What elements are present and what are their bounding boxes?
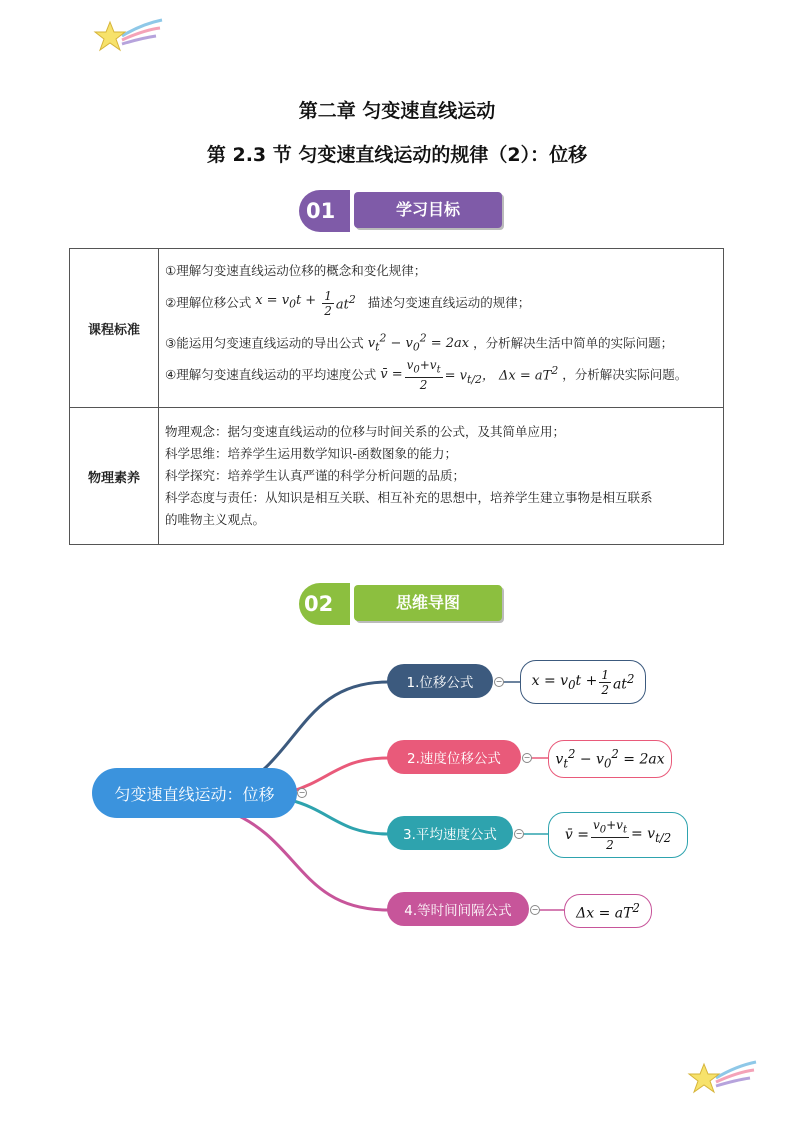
formula-displacement: $x = v_0t$ + $\frac{1}{2}$ $at^2$ (520, 660, 646, 704)
formula-equal-interval: $\Delta x = aT^2$ (564, 894, 652, 928)
section-badge-02 (290, 583, 506, 625)
literacy-line-3: 科学探究：培养学生认真严谨的科学分析问题的品质； (165, 468, 466, 483)
formula-average-velocity: v̄ = $\frac{v_0+v_t}{2}$ = $v_{t/2}$ (548, 812, 688, 858)
section-label: 学习目标 (354, 192, 502, 228)
collapse-icon[interactable]: − (523, 753, 531, 762)
section-number: 02 (304, 592, 334, 616)
section-title: 第 2.3 节 匀变速直线运动的规律（2）：位移 (206, 144, 588, 166)
collapse-icon[interactable]: − (495, 677, 503, 686)
mindmap-branch-3: 3.平均速度公式 (387, 816, 513, 850)
row-content (159, 408, 724, 545)
star-decoration-bottom (686, 1058, 758, 1098)
collapse-icon[interactable]: − (298, 788, 306, 797)
displacement-formula: $x = v_0t$ + (255, 293, 317, 311)
row-header: 课程标准 (70, 249, 159, 408)
standards-table (69, 248, 724, 545)
mindmap-center-node: 匀变速直线运动：位移 (92, 768, 297, 818)
mindmap-branch-2: 2.速度位移公式 (387, 740, 521, 774)
mindmap-branch-4: 4.等时间间隔公式 (387, 892, 529, 926)
literacy-line-1: 物理观念：据匀变速直线运动的位移与时间关系的公式，及其简单应用； (165, 424, 566, 439)
section-badge-01 (290, 190, 506, 232)
section-number: 01 (306, 199, 336, 223)
formula-velocity-displacement: $v_t^2 - v_0^2 = 2ax$ (548, 740, 672, 778)
literacy-line-2: 科学思维：培养学生运用数学知识-函数图象的能力； (165, 446, 458, 461)
standard-line-2: ②理解位移公式 $x = v_0t$ + $\frac{1}{2}$ $at^2$ 描述匀变速直线运动的规律； (165, 282, 717, 324)
chapter-title: 第二章 匀变速直线运动 (298, 100, 496, 122)
table-row (70, 249, 724, 408)
row-content (159, 249, 724, 408)
row-header: 物理素养 (70, 408, 159, 545)
mindmap-branch-1: 1.位移公式 (387, 664, 493, 698)
literacy-line-5: 的唯物主义观点。 (165, 512, 266, 527)
collapse-icon[interactable]: − (531, 905, 539, 914)
section-label: 思维导图 (354, 585, 502, 621)
table-row (70, 408, 724, 545)
standard-line-3: ③能运用匀变速直线运动的导出公式 $v_t^2 - v_0^2 = 2ax$ ，分析解决生活中简单的实际问题； (165, 332, 674, 354)
collapse-icon[interactable]: − (515, 829, 523, 838)
literacy-line-4: 科学态度与责任：从知识是相互关联、相互补充的思想中，培养学生建立事物是相互联系 (165, 490, 653, 505)
standard-line-1: ①理解匀变速直线运动位移的概念和变化规律； (165, 263, 427, 278)
star-decoration-top (92, 16, 164, 56)
standard-line-4: ④理解匀变速直线运动的平均速度公式 v̄ = $\frac{v_0+v_t}{2}$ = $v_{t/2}$， $\Delta x = aT^2$ ，分析解决实际问题。 (165, 357, 688, 393)
